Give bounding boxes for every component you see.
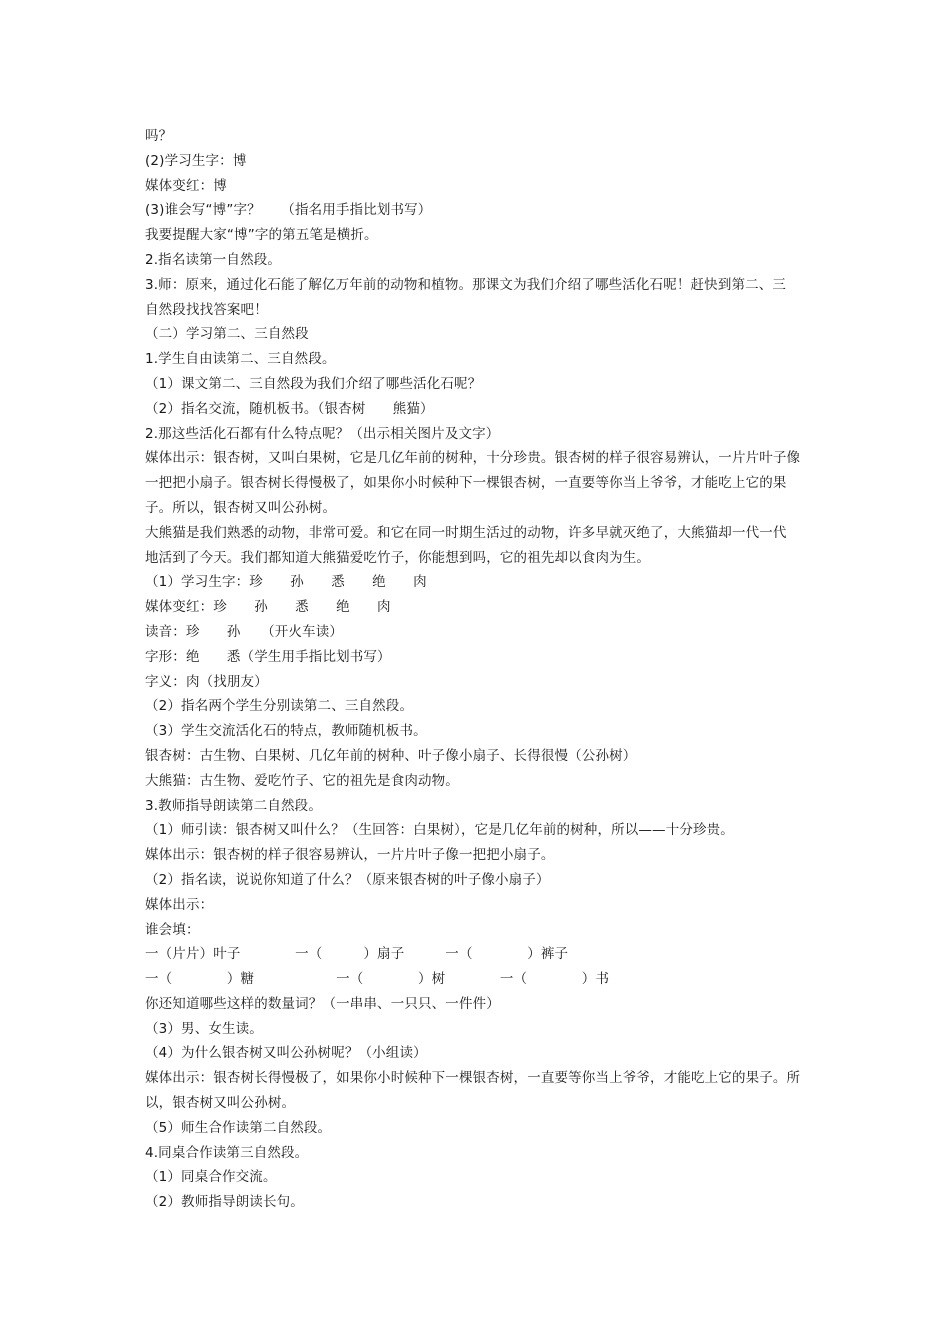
- text-line: 字形：绝 悉（学生用手指比划书写）: [145, 648, 391, 665]
- text-line: 地活到了今天。我们都知道大熊猫爱吃竹子，你能想到吗，它的祖先却以食肉为生。: [145, 549, 651, 566]
- text-line: (3)谁会写“博”字？ （指名用手指比划书写）: [145, 202, 432, 219]
- text-line: 媒体变红：博: [145, 177, 227, 194]
- section-heading: （二）学习第二、三自然段: [145, 326, 309, 343]
- text-line: 一把把小扇子。银杏树长得慢极了，如果你小时候种下一棵银杏树，一直要等你当上爷爷，才能吃上它的果: [145, 475, 787, 492]
- text-line: （4）为什么银杏树又叫公孙树呢？（小组读）: [145, 1045, 427, 1062]
- text-line: 3.教师指导朗读第二自然段。: [145, 797, 322, 814]
- text-line: 媒体出示：银杏树长得慢极了，如果你小时候种下一棵银杏树，一直要等你当上爷爷，才能吃上它的果子。所: [145, 1070, 801, 1087]
- text-line: 读音：珍 孙 （开火车读）: [145, 623, 343, 640]
- text-line: （1）同桌合作交流。: [145, 1169, 277, 1186]
- text-line: 大熊猫是我们熟悉的动物，非常可爱。和它在同一时期生活过的动物，许多早就灭绝了，大熊猫却一代一代: [145, 524, 787, 541]
- document-body: [145, 124, 815, 1215]
- text-line: (2)学习生字：博: [145, 152, 247, 169]
- text-line: 4.同桌合作读第三自然段。: [145, 1144, 309, 1161]
- text-line: 媒体变红：珍 孙 悉 绝 肉: [145, 599, 391, 616]
- text-line: 媒体出示：银杏树的样子很容易辨认，一片片叶子像一把把小扇子。: [145, 847, 555, 864]
- text-line: 大熊猫：古生物、爱吃竹子、它的祖先是食肉动物。: [145, 772, 459, 789]
- text-line: 媒体出示：: [145, 896, 214, 913]
- fill-in-row: 一（片片）叶子 一（ ）扇子 一（ ）裤子: [145, 946, 569, 963]
- text-line: （3）学生交流活化石的特点，教师随机板书。: [145, 723, 427, 740]
- text-line: （1）课文第二、三自然段为我们介绍了哪些活化石呢？: [145, 375, 482, 392]
- text-line: （2）教师指导朗读长句。: [145, 1194, 304, 1211]
- fill-in-row: 一（ ）糖 一（ ）树 一（ ）书: [145, 971, 610, 988]
- text-line: 自然段找找答案吧！: [145, 301, 268, 318]
- text-line: （2）指名读，说说你知道了什么？（原来银杏树的叶子像小扇子）: [145, 871, 550, 888]
- text-line: （1）师引读：银杏树又叫什么？（生回答：白果树），它是几亿年前的树种，所以——十分珍贵。: [145, 822, 734, 839]
- text-line: 字义：肉（找朋友）: [145, 673, 268, 690]
- text-line: 2.指名读第一自然段。: [145, 251, 282, 268]
- text-line: 媒体出示：银杏树，又叫白果树，它是几亿年前的树种，十分珍贵。银杏树的样子很容易辨认，一片片叶子像: [145, 450, 801, 467]
- text-line: 我要提醒大家“博”字的第五笔是横折。: [145, 227, 378, 244]
- text-line: （2）指名交流，随机板书。（银杏树 熊猫）: [145, 400, 434, 417]
- text-line: 2.那这些活化石都有什么特点呢？（出示相关图片及文字）: [145, 425, 500, 442]
- text-line: （2）指名两个学生分别读第二、三自然段。: [145, 698, 414, 715]
- text-line: （1）学习生字：珍 孙 悉 绝 肉: [145, 574, 427, 591]
- text-line: 1.学生自由读第二、三自然段。: [145, 351, 336, 368]
- text-line: 以，银杏树又叫公孙树。: [145, 1095, 296, 1112]
- text-line: 吗？: [145, 128, 173, 144]
- text-line: 谁会填：: [145, 921, 200, 938]
- text-line: （3）男、女生读。: [145, 1020, 263, 1037]
- text-line: 你还知道哪些这样的数量词？（一串串、一只只、一件件）: [145, 995, 500, 1012]
- text-line: 3.师：原来，通过化石能了解亿万年前的动物和植物。那课文为我们介绍了哪些活化石呢！赶快到第二、三: [145, 276, 787, 293]
- text-line: 银杏树：古生物、白果树、几亿年前的树种、叶子像小扇子、长得很慢（公孙树）: [145, 747, 637, 764]
- text-line: 子。所以，银杏树又叫公孙树。: [145, 499, 337, 516]
- text-line: （5）师生合作读第二自然段。: [145, 1119, 332, 1136]
